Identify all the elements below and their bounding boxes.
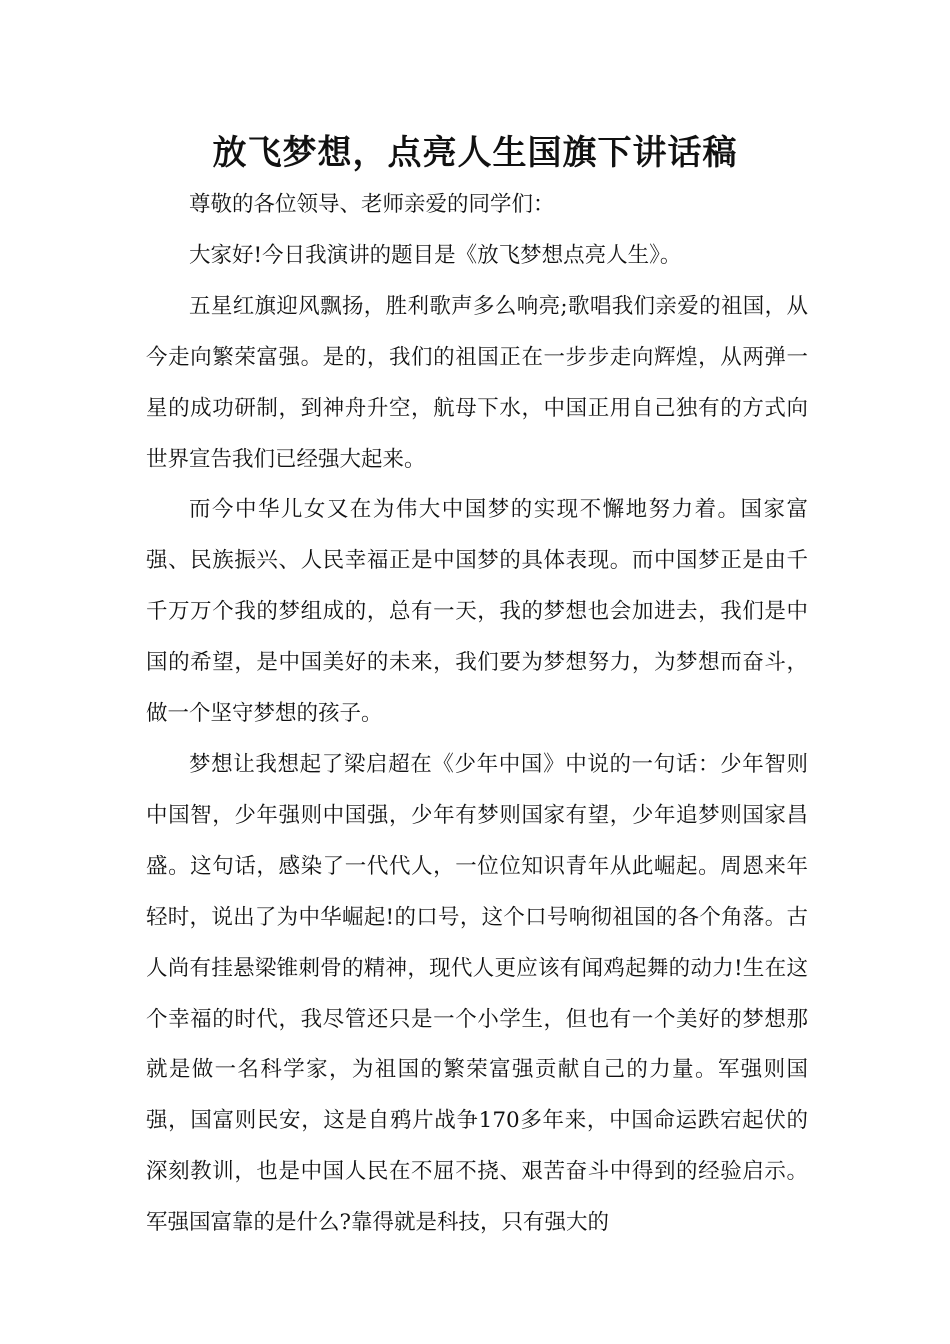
document-title: 放飞梦想，点亮人生国旗下讲话稿 <box>212 133 738 173</box>
paragraph-motherland: 五星红旗迎风飘扬，胜利歌声多么响亮;歌唱我们亲爱的祖国，从今走向繁荣富强。是的，我们的祖国正在一步步走向辉煌，从两弹一星的成功研制，到神舟升空，航母下水，中国正用自己独有的方式向世界宣告我们已经强大起来。 <box>146 293 808 472</box>
paragraph-china-dream: 而今中华儿女又在为伟大中国梦的实现不懈地努力着。国家富强、民族振兴、人民幸福正是中国梦的具体表现。而中国梦正是由千千万万个我的梦组成的，总有一天，我的梦想也会加进去，我们是中国的希望，是中国美好的未来，我们要为梦想努力，为梦想而奋斗，做一个坚守梦想的孩子。 <box>146 497 808 727</box>
paragraph-young-china: 梦想让我想起了梁启超在《少年中国》中说的一句话：少年智则中国智，少年强则中国强，少年有梦则国家有望，少年追梦则国家昌盛。这句话，感染了一代代人，一位位知识青年从此崛起。周恩来年轻时，说出了为中华崛起!的口号，这个口号响彻祖国的各个角落。古人尚有挂悬梁锥刺骨的精神，现代人更应该有闻鸡起舞的动力!生在这个幸福的时代，我尽管还只是一个小学生，但也有一个美好的梦想那就是做一名科学家，为祖国的繁荣富强贡献自己的力量。军强则国强，国富则民安，这是自鸦片战争170多年来，中国命运跌宕起伏的深刻教训，也是中国人民在不屈不挠、艰苦奋斗中得到的经验启示。军强国富靠的是什么?靠得就是科技，只有强大的 <box>146 751 808 1236</box>
document-body <box>146 180 808 1249</box>
paragraph-greeting: 尊敬的各位领导、老师亲爱的同学们： <box>189 192 555 217</box>
paragraph-intro: 大家好!今日我演讲的题目是《放飞梦想点亮人生》。 <box>189 242 682 268</box>
